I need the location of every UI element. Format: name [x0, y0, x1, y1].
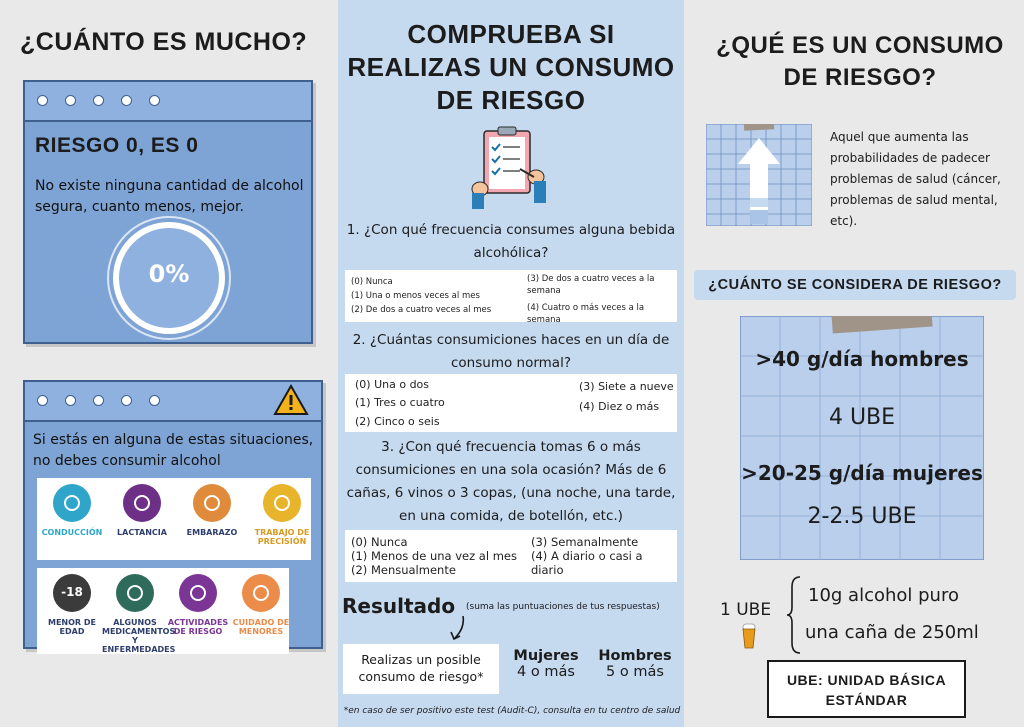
ube-unit-label: 1 UBE: [720, 600, 772, 620]
ring-hole: [37, 395, 48, 406]
situation-row2-2: [165, 570, 231, 636]
situation-row2-0: [39, 570, 105, 636]
q1-option-2: (2) De dos a cuatro veces al mes: [351, 305, 492, 315]
childcare-icon: [242, 574, 280, 612]
situations-panel-2: [37, 568, 289, 654]
notebook-rings: [25, 82, 311, 122]
card1-text: No existe ninguna cantidad de alcohol segura, cuanto menos, mejor.: [35, 178, 304, 215]
right-title: ¿QUÉ ES UN CONSUMO DE RIESGO?: [716, 32, 1004, 91]
pictogram-mark: [64, 495, 80, 511]
card2-text: Si estás en alguna de estas situaciones, no debes consumir alcohol: [33, 432, 314, 469]
left-title: ¿CUÁNTO ES MUCHO?: [20, 28, 308, 56]
situation-label: TRABAJO DE PRECISIÓN: [254, 528, 310, 546]
q3-option-4: (4) A diario o casi a diario: [531, 549, 643, 577]
pictogram-mark: [204, 495, 220, 511]
situation-row2-1: [102, 570, 176, 654]
q2-option-0: (0) Una o dos: [355, 378, 430, 391]
pictogram-mark: [253, 585, 269, 601]
result-box: [343, 644, 499, 694]
result-men-label: Hombres: [598, 648, 672, 664]
card1-heading: RIESGO 0, ES 0: [35, 134, 199, 157]
situation-label: EMBARAZO: [186, 528, 238, 537]
pictogram-mark: [274, 495, 290, 511]
result-men: [592, 648, 678, 680]
ring-hole: [93, 95, 104, 106]
q1-option-4: (4) Cuatro o más veces a la semana: [527, 303, 645, 325]
women-threshold: >20-25 g/día mujeres: [741, 461, 983, 485]
situation-label: LACTANCIA: [117, 528, 167, 537]
question-2-options: [345, 374, 677, 432]
risk-threshold-question: ¿CUÁNTO SE CONSIDERA DE RIESGO?: [694, 270, 1016, 300]
ring-hole: [37, 95, 48, 106]
result-women-label: Mujeres: [513, 648, 579, 664]
q2-option-1: (1) Tres o cuatro: [355, 396, 445, 409]
situation-label: CONDUCCIÓN: [41, 528, 103, 537]
pictogram-mark: [127, 585, 143, 601]
zero-percent-label: 0%: [148, 260, 190, 288]
result-men-value: 5 o más: [606, 664, 664, 680]
situation-row1-1: [109, 480, 175, 537]
curved-arrow-icon: [445, 614, 475, 644]
q3-option-3: (3) Semanalmente: [531, 535, 639, 549]
ring-hole: [121, 395, 132, 406]
notebook-rings: [25, 382, 321, 422]
checklist-clipboard-icon: [470, 125, 548, 211]
breastfeeding-icon: [123, 484, 161, 522]
situation-row1-3: [249, 480, 315, 546]
situation-row2-3: [228, 570, 294, 636]
question-1: 1. ¿Con qué frecuencia consumes alguna bebida alcohólica?: [346, 222, 676, 261]
ube-definition-box: UBE: UNIDAD BÁSICA ESTÁNDAR: [767, 660, 966, 718]
men-threshold: >40 g/día hombres: [755, 347, 969, 371]
ube-equivalence-2: una caña de 250ml: [805, 622, 979, 643]
situation-label: MENOR DE EDAD: [48, 618, 96, 636]
forklift-icon: [263, 484, 301, 522]
question-1-options: [345, 270, 677, 325]
curly-brace-icon: [786, 575, 804, 655]
footnote: *en caso de ser positivo este test (Audit-C), consulta en tu centro de salud: [343, 706, 681, 716]
result-label: Resultado: [342, 594, 456, 618]
q1-option-1: (1) Una o menos veces al mes: [351, 291, 480, 301]
q3-option-2: (2) Mensualmente: [351, 563, 456, 577]
q1-option-3: (3) De dos a cuatro veces a la semana: [527, 274, 655, 296]
ring-hole: [65, 395, 76, 406]
question-3: 3. ¿Con qué frecuencia tomas 6 o más consumiciones en una sola ocasión? Más de 6 cañas, 6 vinos o 3 copas, (una noche, una tarde, en una comida, de botellón, etc.): [346, 439, 676, 524]
pictogram-mark: [134, 495, 150, 511]
rising-risk-arrow-icon: [706, 124, 812, 226]
pictogram-mark: [190, 585, 206, 601]
q1-option-0: (0) Nunca: [351, 277, 393, 287]
situaciones-card: [23, 380, 323, 654]
q3-option-1: (1) Menos de una vez al mes: [351, 549, 517, 563]
situation-row1-0: [39, 480, 105, 537]
medication-icon: [116, 574, 154, 612]
zero-percent-badge: [113, 222, 225, 334]
question-2: 2. ¿Cuántas consumiciones haces en un día de consumo normal?: [352, 332, 670, 371]
q2-option-3: (3) Siete a nueve: [579, 380, 674, 393]
risk-definition: Aquel que aumenta las probabilidades de padecer problemas de salud (cáncer, problemas de salud mental, etc).: [830, 130, 1001, 228]
climbing-icon: [179, 574, 217, 612]
warning-icon: [273, 384, 309, 416]
women-ube: 2-2.5 UBE: [807, 504, 917, 529]
ring-hole: [149, 395, 160, 406]
pregnancy-icon: [193, 484, 231, 522]
situations-panel-1: [37, 478, 311, 560]
situation-label: CUIDADO DE MENORES: [232, 618, 290, 636]
situation-label: ACTIVIDADES DE RIESGO: [167, 618, 229, 636]
center-title: COMPRUEBA SI REALIZAS UN CONSUMO DE RIESGO: [347, 19, 675, 115]
q2-option-2: (2) Cinco o seis: [355, 415, 440, 428]
q3-option-0: (0) Nunca: [351, 535, 408, 549]
situation-row1-2: [179, 480, 245, 537]
ube-equivalence-1: 10g alcohol puro: [808, 585, 959, 606]
result-box-text: Realizas un posible consumo de riesgo*: [358, 652, 484, 684]
result-women: [510, 648, 582, 680]
ring-hole: [93, 395, 104, 406]
q2-option-4: (4) Diez o más: [579, 400, 660, 413]
ring-hole: [149, 95, 160, 106]
driving-icon: [53, 484, 91, 522]
ring-hole: [65, 95, 76, 106]
minus-18-glyph: -18: [61, 585, 83, 599]
result-note: (suma las puntuaciones de tus respuestas): [466, 602, 660, 612]
minus-18-icon: [53, 574, 91, 612]
men-ube: 4 UBE: [828, 405, 896, 430]
result-women-value: 4 o más: [517, 664, 575, 680]
riesgo-cero-card: [23, 80, 313, 344]
beer-glass-icon: [741, 622, 757, 650]
question-3-options: [345, 530, 677, 582]
ring-hole: [121, 95, 132, 106]
situation-label: ALGUNOS MEDICAMENTOS Y ENFERMEDADES: [102, 618, 176, 654]
